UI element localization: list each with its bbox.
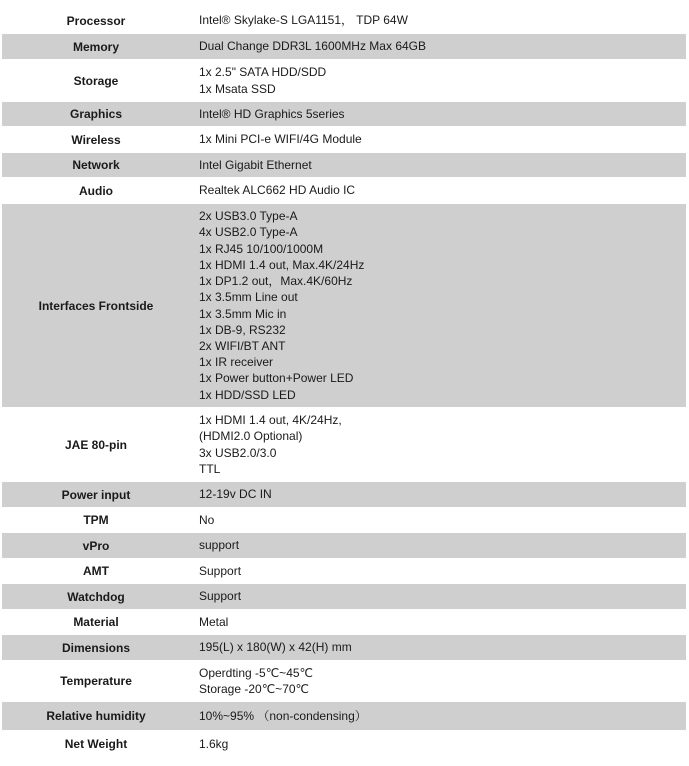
spec-label: vPro xyxy=(2,533,190,559)
spec-value xyxy=(190,102,686,127)
spec-value xyxy=(190,661,686,702)
spec-row xyxy=(2,60,686,102)
spec-value-line: TTL xyxy=(199,461,221,476)
spec-value xyxy=(190,610,686,635)
spec-value-line: 1.6kg xyxy=(199,736,229,751)
spec-table xyxy=(2,7,686,757)
spec-value-line: Metal xyxy=(199,614,229,629)
spec-value-line: 1x 3.5mm Mic in xyxy=(199,306,287,321)
spec-value-line: 10%~95% （non-condensing） xyxy=(199,708,367,723)
spec-row xyxy=(2,408,686,482)
spec-row xyxy=(2,731,686,757)
spec-row xyxy=(2,153,686,178)
spec-value xyxy=(190,204,686,408)
spec-value xyxy=(190,60,686,102)
spec-table-body xyxy=(2,8,686,757)
spec-row xyxy=(2,102,686,127)
spec-value-line: 1x IR receiver xyxy=(199,355,274,370)
spec-label: Storage xyxy=(2,60,190,102)
spec-value xyxy=(190,153,686,178)
spec-row xyxy=(2,127,686,153)
spec-row xyxy=(2,482,686,508)
spec-label: Audio xyxy=(2,178,190,204)
spec-label: Network xyxy=(2,153,190,178)
spec-row xyxy=(2,178,686,204)
spec-row xyxy=(2,610,686,635)
spec-label: Material xyxy=(2,610,190,635)
spec-row xyxy=(2,508,686,533)
spec-label: Dimensions xyxy=(2,635,190,661)
spec-value-line: 1x 2.5" SATA HDD/SDD xyxy=(199,65,327,80)
spec-value xyxy=(190,408,686,482)
spec-value-line: 1x HDMI 1.4 out, Max.4K/24Hz xyxy=(199,257,365,272)
spec-value xyxy=(190,559,686,584)
spec-value xyxy=(190,702,686,731)
spec-value xyxy=(190,178,686,204)
spec-row xyxy=(2,559,686,584)
spec-label: AMT xyxy=(2,559,190,584)
spec-value-line: Support xyxy=(199,589,242,604)
spec-row xyxy=(2,34,686,60)
spec-value xyxy=(190,731,686,757)
spec-value-line: 1x DB-9, RS232 xyxy=(199,322,286,337)
spec-row xyxy=(2,702,686,731)
spec-value xyxy=(190,584,686,610)
spec-label: Relative humidity xyxy=(2,702,190,731)
spec-value-line: 1x 3.5mm Line out xyxy=(199,290,298,305)
spec-row xyxy=(2,8,686,34)
spec-label: Interfaces Frontside xyxy=(2,204,190,408)
spec-value-line: 1x Power button+Power LED xyxy=(199,371,354,386)
spec-label: Power input xyxy=(2,482,190,508)
spec-value-line: Dual Change DDR3L 1600MHz Max 64GB xyxy=(199,39,426,54)
spec-label: Wireless xyxy=(2,127,190,153)
spec-row xyxy=(2,204,686,408)
spec-value-line: 2x USB3.0 Type-A xyxy=(199,209,298,224)
spec-value xyxy=(190,533,686,559)
spec-value-line: 1x RJ45 10/100/1000M xyxy=(199,241,324,256)
spec-value-line: 4x USB2.0 Type-A xyxy=(199,225,298,240)
spec-value-line: 1x HDMI 1.4 out, 4K/24Hz, xyxy=(199,413,342,428)
spec-value-line: Intel® HD Graphics 5series xyxy=(199,106,345,121)
spec-value-line: 3x USB2.0/3.0 xyxy=(199,445,277,460)
spec-row xyxy=(2,635,686,661)
spec-value-line: Intel Gigabit Ethernet xyxy=(199,157,312,172)
spec-value-line: 1x HDD/SSD LED xyxy=(199,387,296,402)
spec-value xyxy=(190,635,686,661)
spec-value xyxy=(190,482,686,508)
spec-label: Temperature xyxy=(2,661,190,702)
spec-label: TPM xyxy=(2,508,190,533)
spec-label: Graphics xyxy=(2,102,190,127)
spec-label: Watchdog xyxy=(2,584,190,610)
spec-row xyxy=(2,533,686,559)
spec-value-line: Storage -20℃~70℃ xyxy=(199,682,310,696)
spec-label: Memory xyxy=(2,34,190,60)
spec-value-line: support xyxy=(199,538,240,553)
spec-row xyxy=(2,661,686,702)
spec-value xyxy=(190,34,686,60)
spec-row xyxy=(2,584,686,610)
spec-value-line: 195(L) x 180(W) x 42(H) mm xyxy=(199,640,352,655)
spec-value xyxy=(190,508,686,533)
spec-value-line: 12-19v DC IN xyxy=(199,487,272,502)
spec-label: JAE 80-pin xyxy=(2,408,190,482)
spec-label: Processor xyxy=(2,8,190,34)
spec-value-line: 1x DP1.2 out，Max.4K/60Hz xyxy=(199,274,353,289)
spec-value xyxy=(190,8,686,34)
spec-value-line: No xyxy=(199,512,215,527)
spec-value-line: Support xyxy=(199,563,242,578)
spec-value-line: 2x WIFI/BT ANT xyxy=(199,338,286,353)
spec-value-line: Operdting -5℃~45℃ xyxy=(199,665,314,680)
spec-value-line: 1x Mini PCI-e WIFI/4G Module xyxy=(199,132,362,147)
spec-value-line: 1x Msata SSD xyxy=(199,81,276,96)
spec-value-line: (HDMI2.0 Optional) xyxy=(199,429,303,444)
spec-label: Net Weight xyxy=(2,731,190,757)
spec-value-line: Realtek ALC662 HD Audio IC xyxy=(199,183,356,198)
spec-value xyxy=(190,127,686,153)
spec-value-line: Intel® Skylake-S LGA1151， TDP 64W xyxy=(199,13,408,28)
